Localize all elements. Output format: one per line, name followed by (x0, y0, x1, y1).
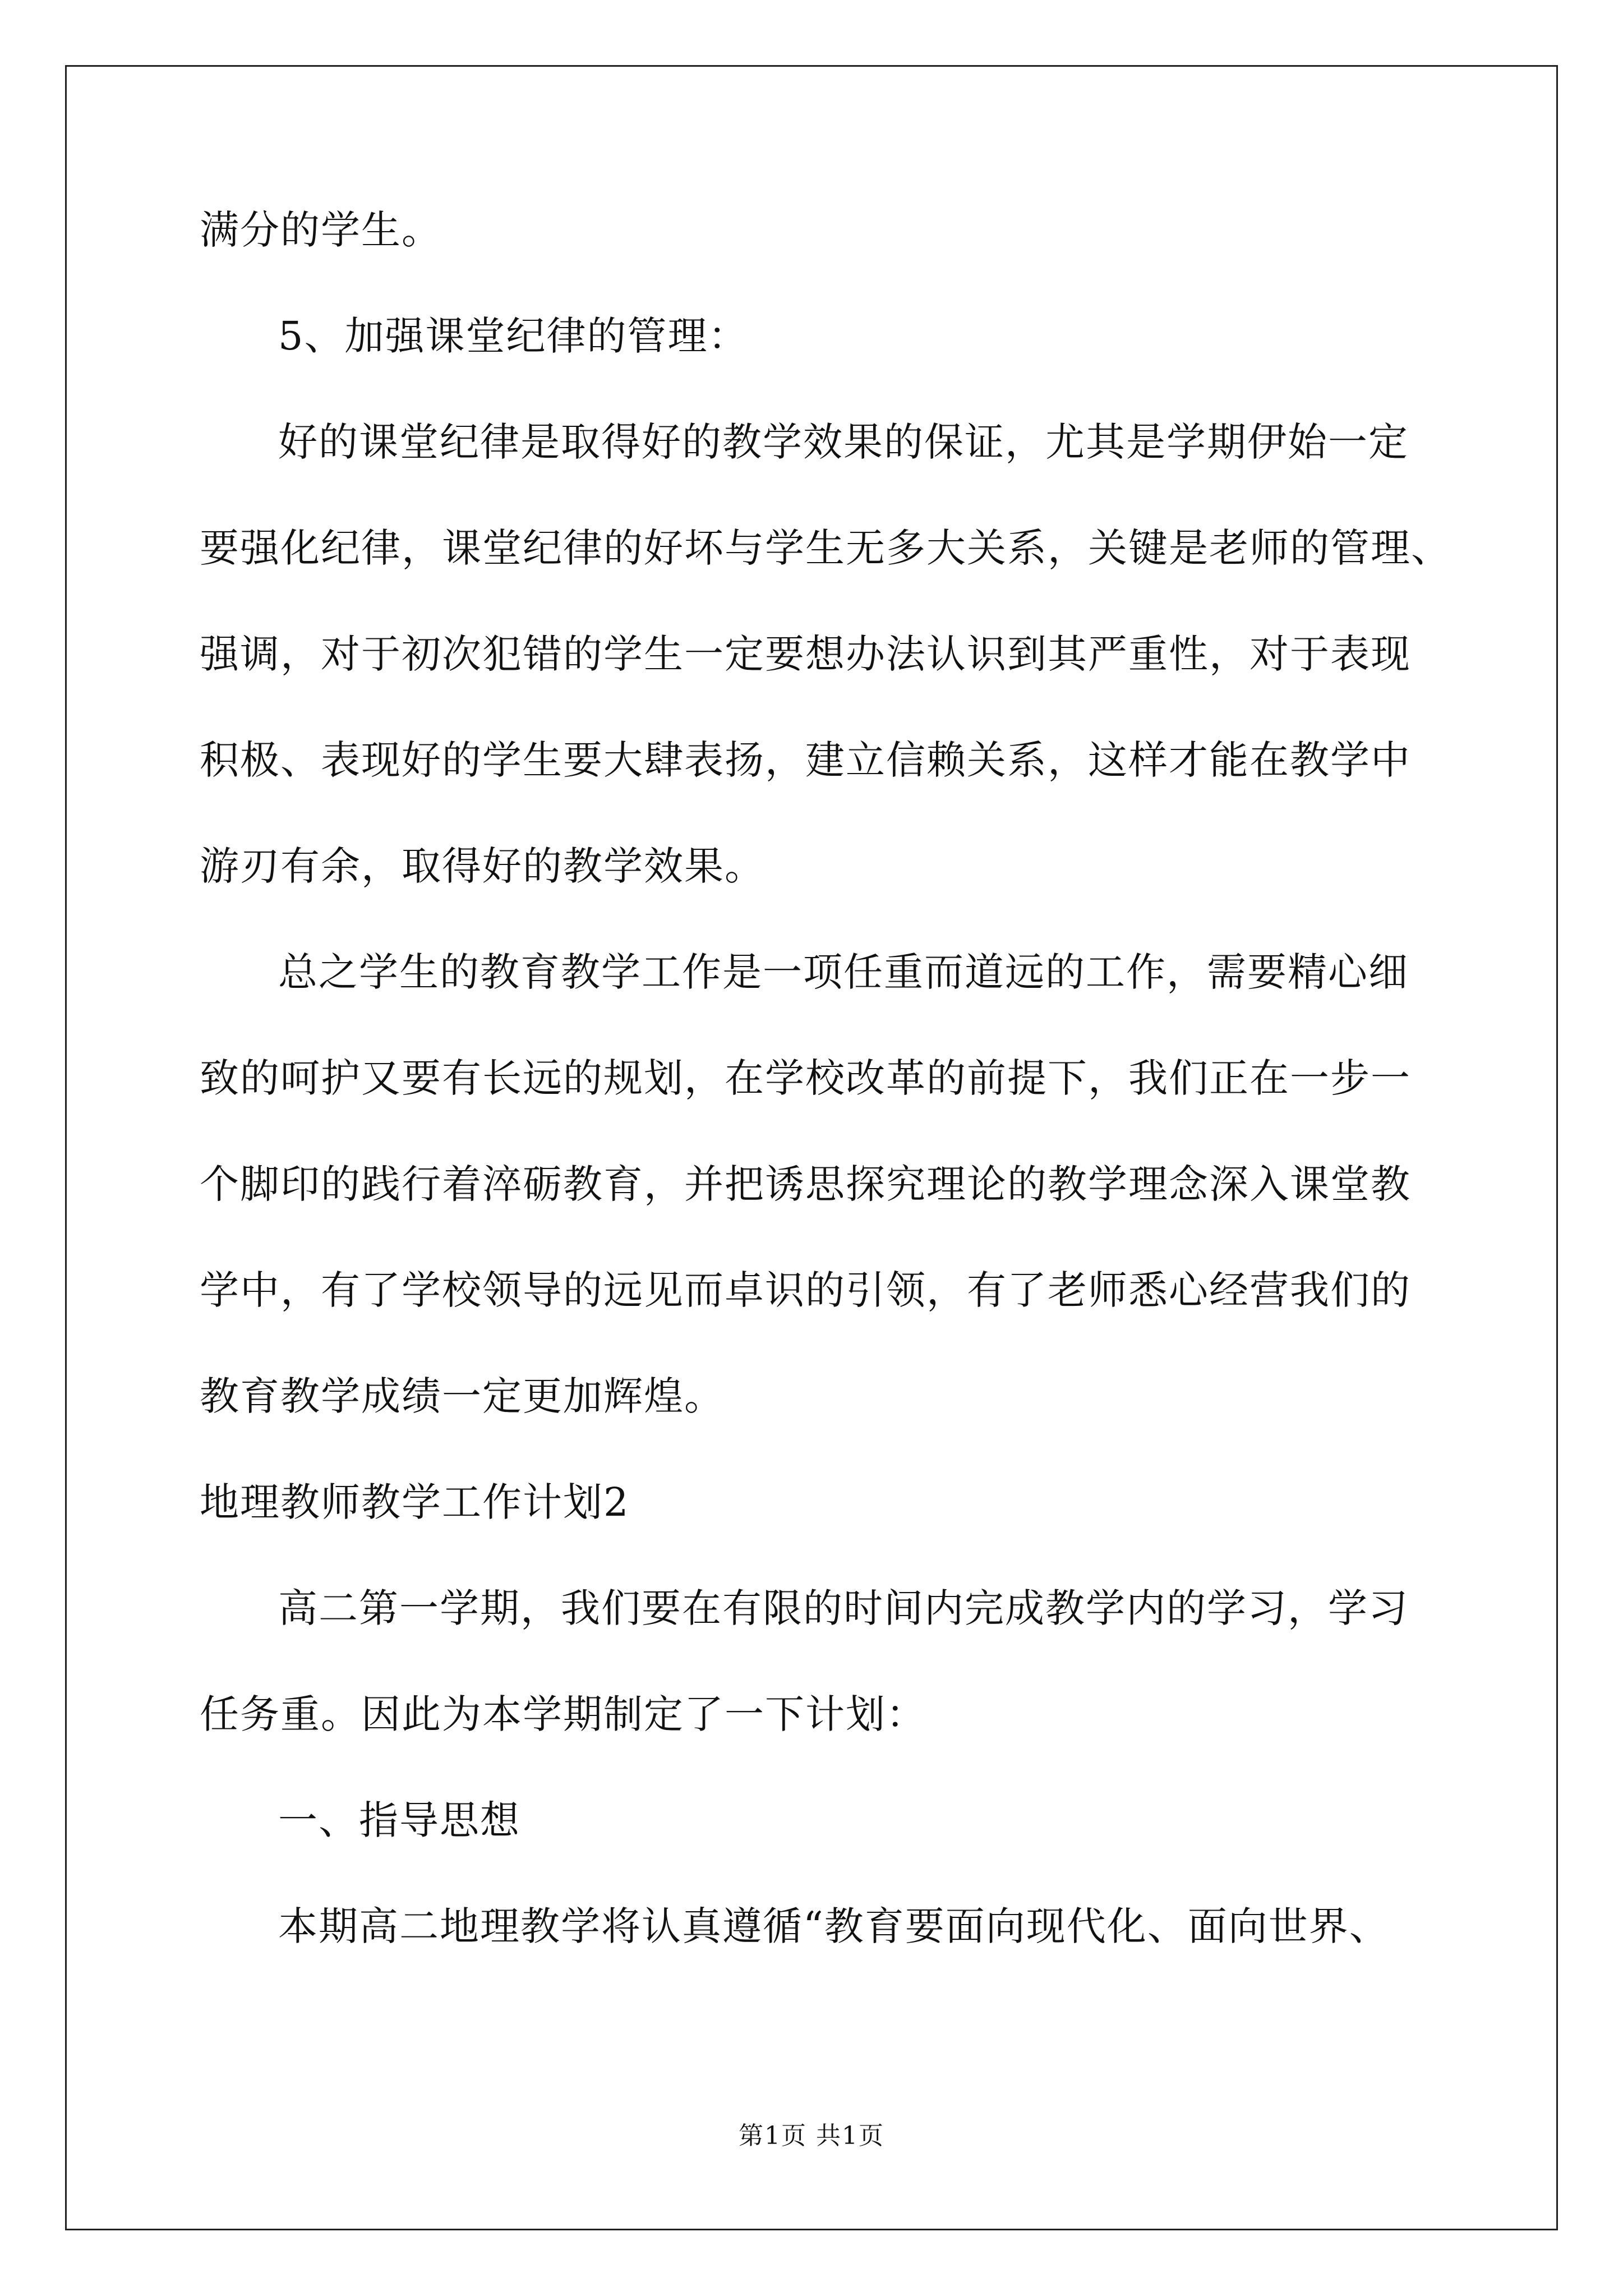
paragraph-line: 致的呵护又要有长远的规划，在学校改革的前提下，我们正在一步一 (200, 1055, 1411, 1101)
paragraph-line: 积极、表现好的学生要大肆表扬，建立信赖关系，这样才能在教学中 (200, 737, 1411, 783)
paragraph-line: 学中，有了学校领导的远见而卓识的引领，有了老师悉心经营我们的 (200, 1267, 1411, 1313)
paragraph-line: 任务重。因此为本学期制定了一下计划： (200, 1691, 926, 1737)
paragraph-line: 游刃有余，取得好的教学效果。 (200, 843, 765, 889)
paragraph-line: 个脚印的践行着淬砺教育，并把诱思探究理论的教学理念深入课堂教 (200, 1161, 1411, 1207)
paragraph-line: 要强化纪律，课堂纪律的好坏与学生无多大关系，关键是老师的管理、 (200, 525, 1451, 571)
page-number: 第1页 共1页 (739, 2122, 884, 2150)
paragraph-line: 好的课堂纪律是取得好的教学效果的保证，尤其是学期伊始一定 (278, 419, 1409, 465)
paragraph-line: 教育教学成绩一定更加辉煌。 (200, 1373, 725, 1419)
paragraph-line: 总之学生的教育教学工作是一项任重而道远的工作，需要精心细 (278, 949, 1409, 995)
paragraph-line: 高二第一学期，我们要在有限的时间内完成教学内的学习，学习 (278, 1585, 1409, 1631)
section-heading: 5、加强课堂纪律的管理： (278, 313, 749, 359)
document-title: 地理教师教学工作计划2 (200, 1479, 630, 1525)
text-line: 满分的学生。 (200, 207, 442, 253)
paragraph-line: 强调，对于初次犯错的学生一定要想办法认识到其严重性，对于表现 (200, 631, 1411, 677)
paragraph-line: 本期高二地理教学将认真遵循“教育要面向现代化、面向世界、 (278, 1903, 1390, 1949)
section-heading: 一、指导思想 (278, 1797, 520, 1843)
